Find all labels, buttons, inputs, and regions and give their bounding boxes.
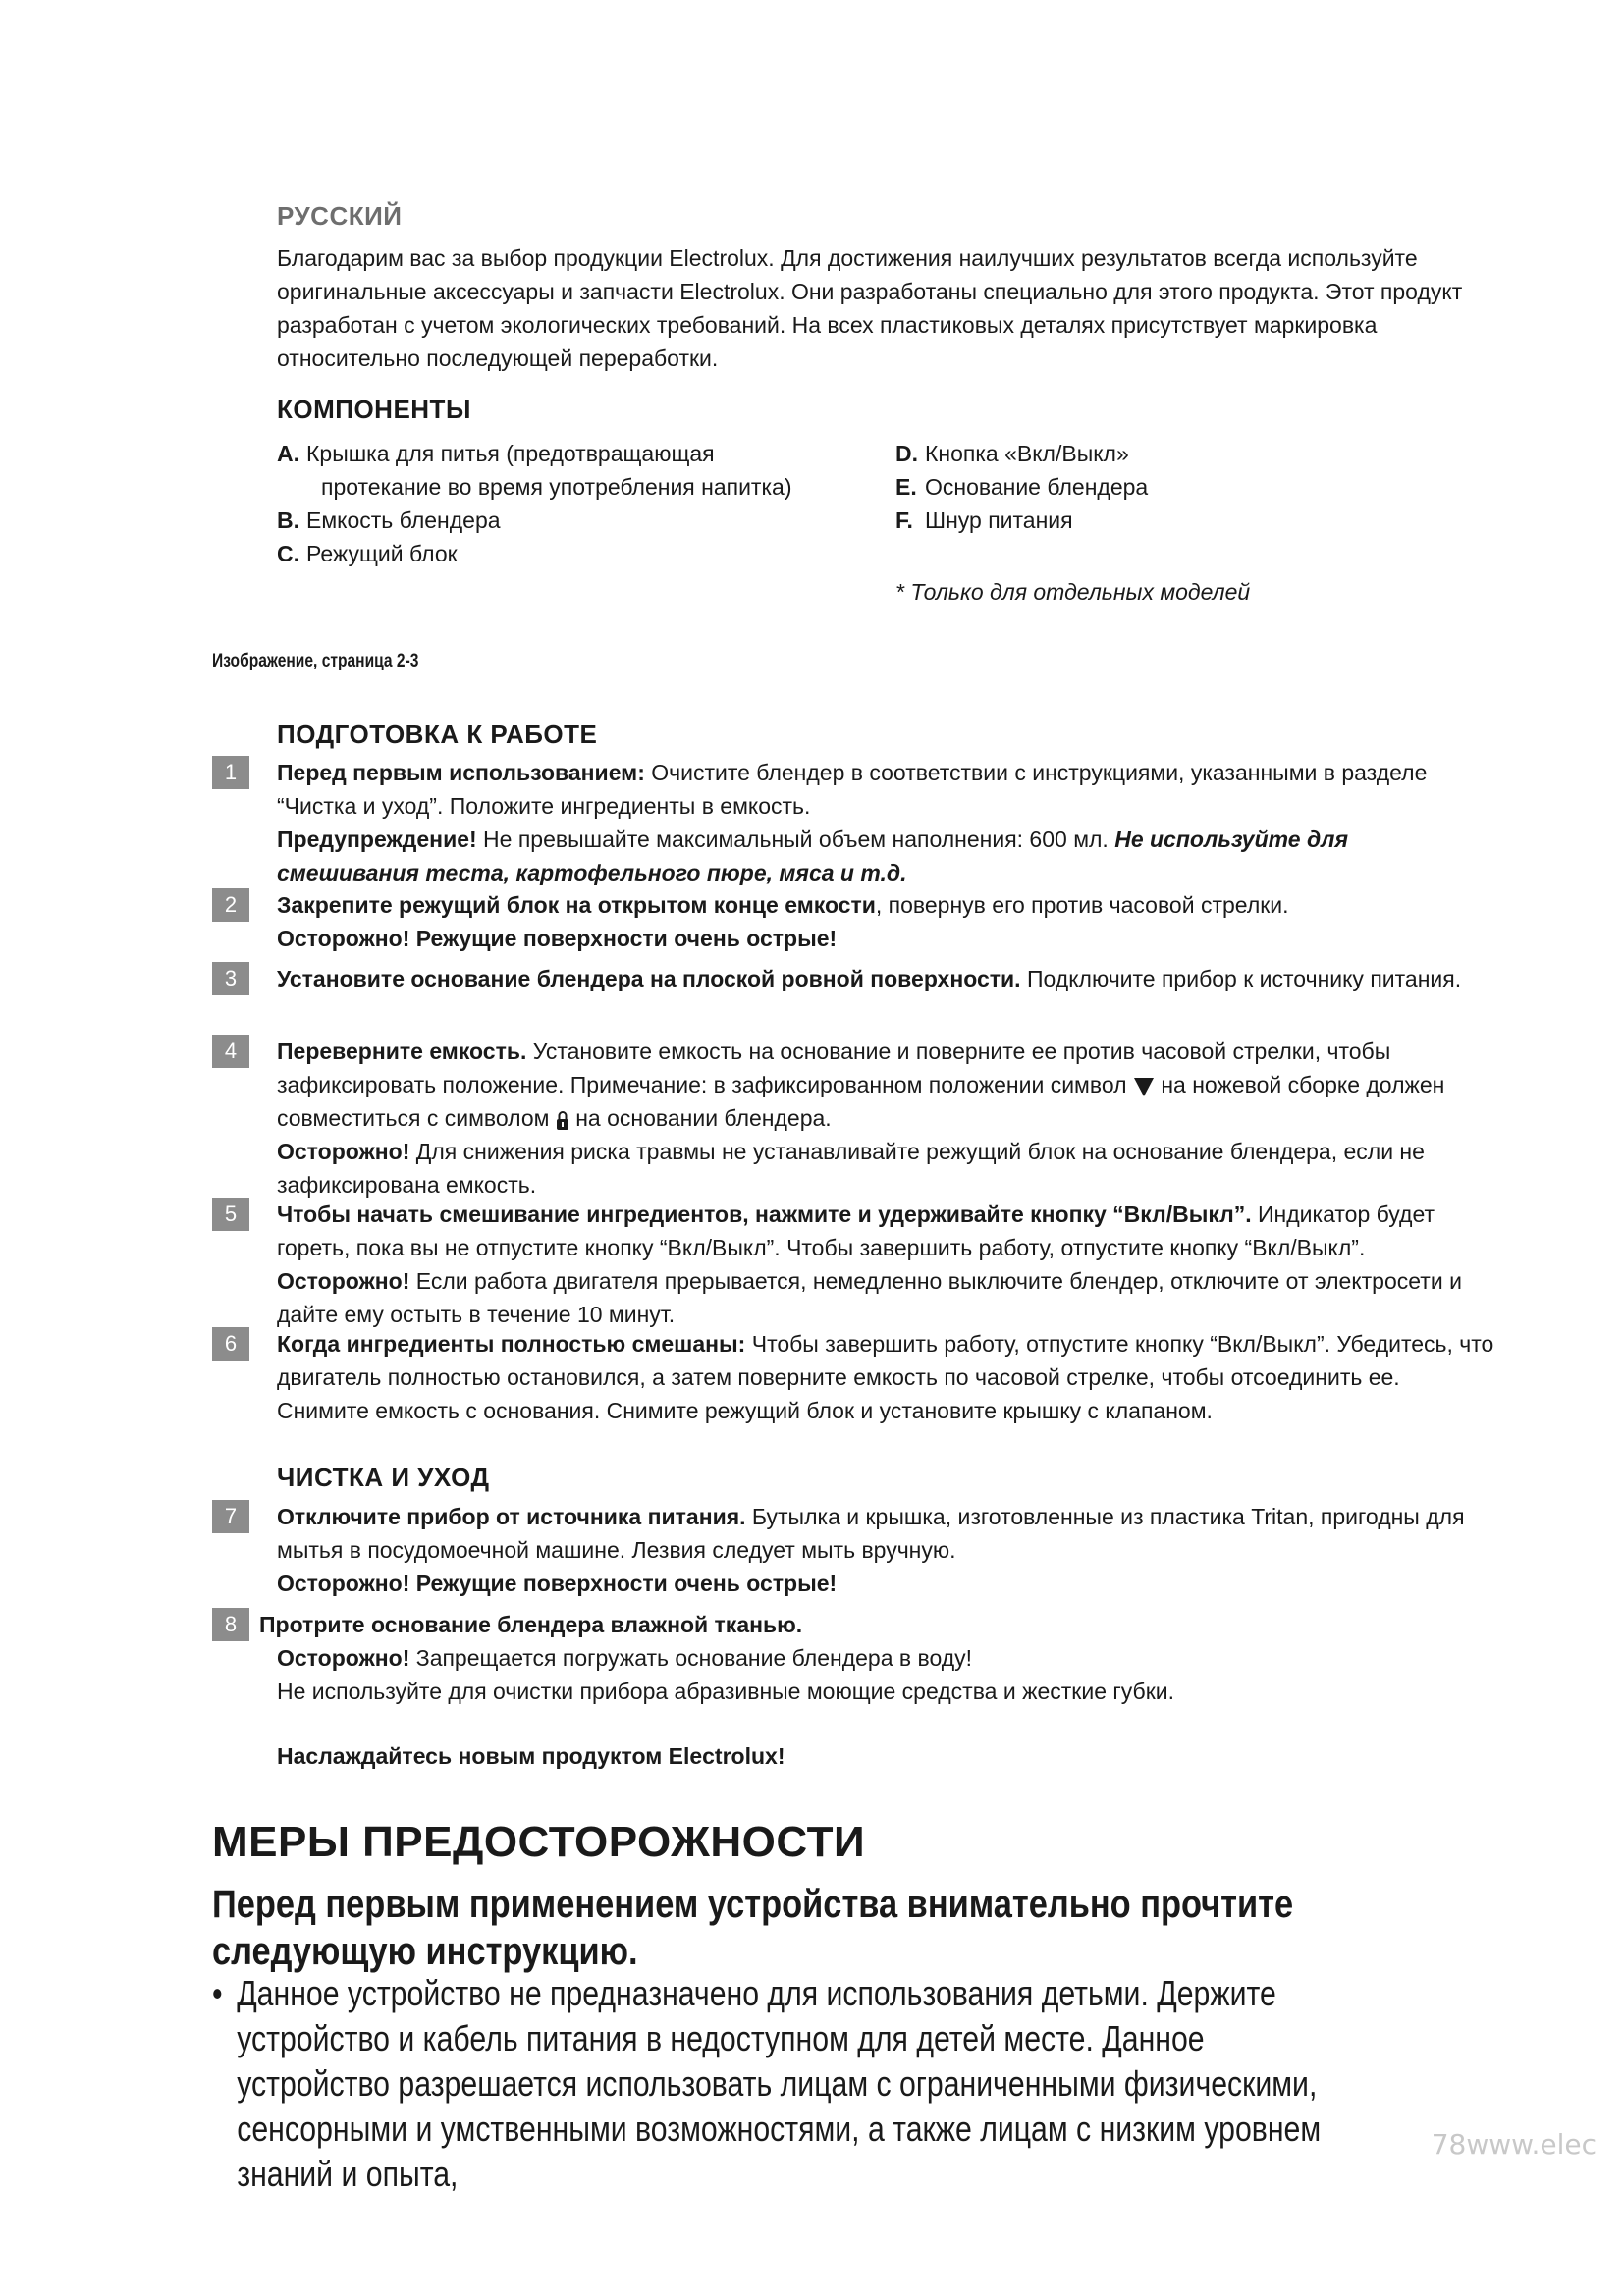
step-number-badge: 3 xyxy=(212,962,249,995)
warning-emphasis: Не используйте для смешивания теста, картофельного пюре, мяса и т.д. xyxy=(277,827,1349,885)
models-note: * Только для отдельных моделей xyxy=(895,579,1251,605)
figure-reference: Изображение, страница 2-3 xyxy=(212,651,419,671)
step-number-badge: 5 xyxy=(212,1198,249,1231)
caution-label: Осторожно! xyxy=(277,1645,410,1671)
component-item xyxy=(277,504,792,537)
component-letter: D. xyxy=(895,441,918,466)
component-item xyxy=(277,437,792,470)
warning-text: Не превышайте максимальный объем наполнения: 600 мл. xyxy=(476,827,1115,852)
step-body-continued: на ножевой сборке должен совместиться с символом xyxy=(277,1072,1445,1131)
step-bold-lead: Протрите основание блендера влажной тканью. xyxy=(259,1612,803,1637)
step-7-text xyxy=(277,1500,1494,1600)
component-text-continuation: протекание во время употребления напитка) xyxy=(321,474,792,500)
component-item xyxy=(895,504,1148,537)
caution-text: Осторожно! Режущие поверхности очень острые! xyxy=(277,1571,838,1596)
step-number-badge: 4 xyxy=(212,1035,249,1068)
step-1-text xyxy=(277,756,1494,889)
component-letter: E. xyxy=(895,474,917,500)
component-text: Основание блендера xyxy=(925,474,1149,500)
step-body: Чтобы завершить работу, отпустите кнопку “Вкл/Выкл”. Убедитесь, что двигатель полностью остановился, а затем поверните емкость по часовой стрелке, чтобы отсоединить ее. Снимите емкость с основания. Снимите режущий блок и установите крышку с клапаном. xyxy=(277,1331,1494,1423)
component-text: Кнопка «Вкл/Выкл» xyxy=(925,441,1129,466)
component-letter: C. xyxy=(277,541,299,566)
cleaning-title: ЧИСТКА И УХОД xyxy=(277,1463,490,1492)
step-body-end: на основании блендера. xyxy=(568,1105,832,1131)
step-body: Подключите прибор к источнику питания. xyxy=(1020,966,1462,991)
safety-title: МЕРЫ ПРЕДОСТОРОЖНОСТИ xyxy=(212,1818,866,1866)
step-5-text xyxy=(277,1198,1494,1331)
step-bold-lead: Установите основание блендера на плоской ровной поверхности. xyxy=(277,966,1021,991)
safety-subtitle: Перед первым применением устройства внимательно прочтите следующую инструкцию. xyxy=(212,1883,1294,1973)
caution-text: Запрещается погружать основание блендера в воду! xyxy=(409,1645,973,1671)
step-number-badge: 6 xyxy=(212,1327,249,1361)
padlock-icon xyxy=(556,1109,569,1131)
component-item xyxy=(277,537,792,570)
step-number-badge: 2 xyxy=(212,888,249,922)
component-text: Емкость блендера xyxy=(306,507,501,533)
step-bold-lead: Переверните емкость. xyxy=(277,1039,527,1064)
component-text: Режущий блок xyxy=(306,541,458,566)
step-extra-text: Не используйте для очистки прибора абразивные моющие средства и жесткие губки. xyxy=(277,1679,1175,1704)
component-letter: A. xyxy=(277,441,299,466)
component-item xyxy=(895,437,1148,470)
triangle-down-icon xyxy=(1133,1076,1155,1097)
safety-bullet xyxy=(212,1971,1350,2197)
step-3-text xyxy=(277,962,1494,995)
step-bold-lead: Перед первым использованием: xyxy=(277,760,645,785)
step-body: Индикатор будет гореть, пока вы не отпустите кнопку “Вкл/Выкл”. Чтобы завершить работу, отпустите кнопку “Вкл/Выкл”. xyxy=(277,1201,1435,1260)
step-bold-lead: Когда ингредиенты полностью смешаны: xyxy=(277,1331,746,1357)
component-letter: F. xyxy=(895,507,913,533)
step-6-text xyxy=(277,1327,1494,1427)
component-text: Крышка для питья (предотвращающая xyxy=(306,441,715,466)
step-number-badge: 8 xyxy=(212,1608,249,1641)
caution-text: Осторожно! Режущие поверхности очень острые! xyxy=(277,926,838,951)
component-text: Шнур питания xyxy=(925,507,1073,533)
caution-label: Осторожно! xyxy=(277,1139,410,1164)
safety-bullet-text: Данное устройство не предназначено для использования детьми. Держите устройство и кабель питания в недоступном для детей месте. Данное устройство разрешается использовать лицам с ограниченными физическими, сенсорными и умственными возможностями, а также лицам с низким уровнем знаний и опыта, xyxy=(237,1973,1322,2194)
step-number-badge: 7 xyxy=(212,1500,249,1533)
bullet-icon: • xyxy=(212,1973,223,2013)
step-body: , повернув его против часовой стрелки. xyxy=(875,892,1289,918)
preparation-title: ПОДГОТОВКА К РАБОТЕ xyxy=(277,720,598,749)
component-letter: B. xyxy=(277,507,299,533)
watermark: 78www.elec xyxy=(1431,2128,1597,2161)
components-title: КОМПОНЕНТЫ xyxy=(277,395,471,424)
closing-line: Наслаждайтесь новым продуктом Electrolux! xyxy=(277,1743,785,1769)
caution-label: Осторожно! xyxy=(277,1268,410,1294)
step-bold-lead: Отключите прибор от источника питания. xyxy=(277,1504,746,1529)
step-number-badge: 1 xyxy=(212,756,249,789)
warning-label: Предупреждение! xyxy=(277,827,477,852)
component-item xyxy=(895,470,1148,504)
step-body: Очистите блендер в соответствии с инструкциями, указанными в разделе “Чистка и уход”. Положите ингредиенты в емкость. xyxy=(277,760,1428,819)
language-title: РУССКИЙ xyxy=(277,201,403,231)
step-bold-lead: Закрепите режущий блок на открытом конце емкости xyxy=(277,892,876,918)
step-body: Установите емкость на основание и поверните ее против часовой стрелки, чтобы зафиксировать положение. Примечание: в зафиксированном положении символ xyxy=(277,1039,1391,1097)
step-8-text xyxy=(259,1608,1477,1708)
caution-text: Для снижения риска травмы не устанавливайте режущий блок на основание блендера, если не зафиксирована емкость. xyxy=(277,1139,1425,1198)
step-2-text xyxy=(277,888,1494,955)
components-right-column xyxy=(895,437,1148,537)
step-4-text xyxy=(277,1035,1494,1201)
step-body: Бутылка и крышка, изготовленные из пластика Tritan, пригодны для мытья в посудомоечной машине. Лезвия следует мыть вручную. xyxy=(277,1504,1465,1563)
intro-paragraph: Благодарим вас за выбор продукции Electrolux. Для достижения наилучших результатов всегда используйте оригинальные аксессуары и запчасти Electrolux. Они разработаны специально для этого продукта. Этот продукт разработан с учетом экологических требований. На всех пластиковых деталях присутствует маркировка относительно последующей переработки. xyxy=(277,245,1463,371)
step-bold-lead: Чтобы начать смешивание ингредиентов, нажмите и удерживайте кнопку “Вкл/Выкл”. xyxy=(277,1201,1252,1227)
components-left-column xyxy=(277,437,792,570)
caution-text: Если работа двигателя прерывается, немедленно выключите блендер, отключите от электросети и дайте ему остыть в течение 10 минут. xyxy=(277,1268,1462,1327)
